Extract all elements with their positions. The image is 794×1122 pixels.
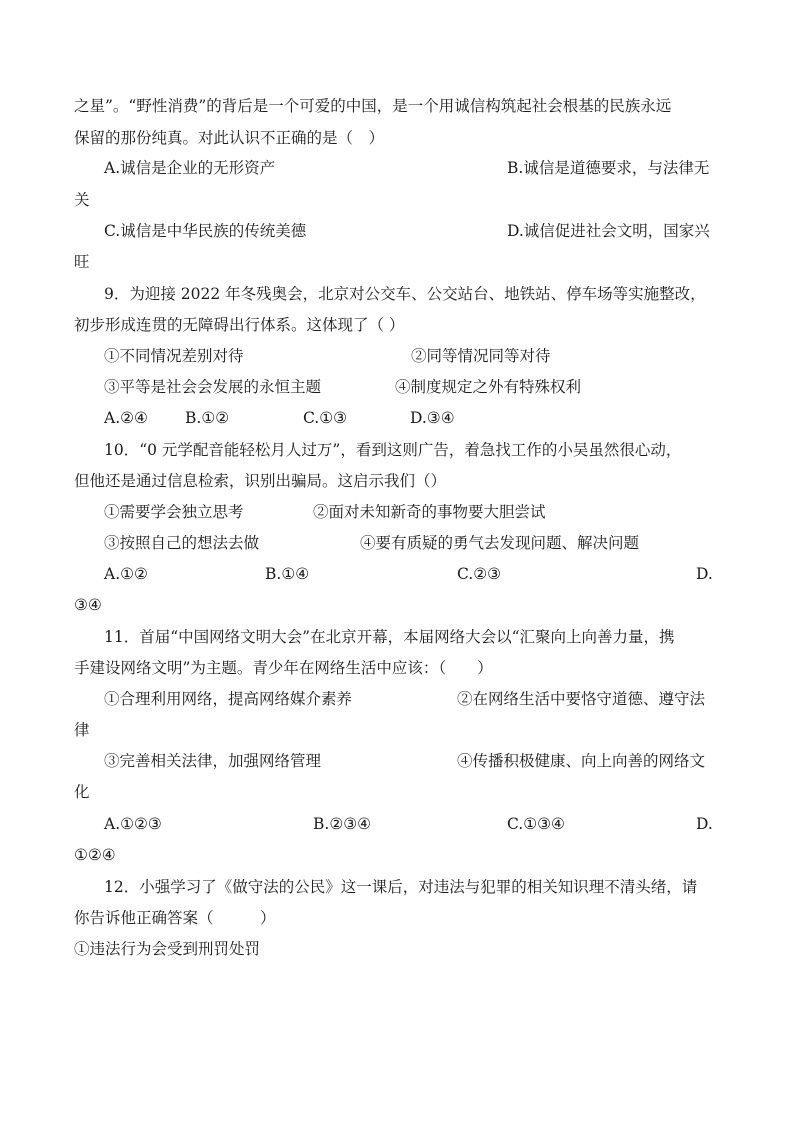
q9-item-2: ②同等情况同等对待 (411, 347, 551, 365)
q11-item-1: ①合理利用网络，提高网络媒介素养 (104, 690, 353, 708)
q11-item-2-wrap: 律 (74, 721, 90, 739)
q12-stem-line-2: 你告诉他正确答案（ ） (74, 909, 276, 927)
q10-item-1: ①需要学会独立思考 (104, 503, 244, 521)
q10-option-d-wrap: ③④ (74, 596, 102, 614)
q11-option-d-wrap: ①②④ (74, 846, 116, 864)
q9-item-4: ④制度规定之外有特殊权利 (395, 378, 582, 396)
q10-stem-line-2: 但他还是通过信息检索，识别出骗局。这启示我们（） (74, 472, 447, 490)
q9-item-1: ①不同情况差别对待 (104, 347, 244, 365)
q11-option-d: D. (696, 815, 713, 833)
q11-option-b: B.②③④ (313, 815, 372, 833)
q12-stem-line-1: 12．小强学习了《做守法的公民》这一课后，对违法与犯罪的相关知识理不清头绪，请 (104, 878, 698, 896)
q9-option-b: B.①② (185, 409, 230, 427)
q11-option-a: A.①②③ (104, 815, 162, 833)
q10-option-b: B.①④ (265, 565, 310, 583)
q10-item-4: ④要有质疑的勇气去发现问题、解决问题 (360, 534, 640, 552)
q8-option-c: C.诚信是中华民族的传统美德 (104, 222, 307, 240)
q11-item-2: ②在网络生活中要恪守道德、遵守法 (457, 690, 706, 708)
q8-stem-line-2: 保留的那份纯真。对此认识不正确的是（ ） (74, 129, 385, 147)
q10-item-2: ②面对未知新奇的事物要大胆尝试 (313, 503, 546, 521)
q8-option-a: A.诚信是企业的无形资产 (104, 159, 276, 177)
q11-item-3: ③完善相关法律，加强网络管理 (104, 752, 322, 770)
q8-stem-line-1: 之星”。“野性消费”的背后是一个可爱的中国，是一个用诚信构筑起社会根基的民族永远 (74, 97, 672, 115)
q8-option-b: B.诚信是道德要求，与法律无 (507, 159, 710, 177)
q8-option-d-wrap: 旺 (74, 253, 90, 271)
q9-option-d: D.③④ (410, 409, 455, 427)
q9-option-c: C.①③ (303, 409, 348, 427)
q9-option-a: A.②④ (104, 409, 148, 427)
q9-stem-line-1: 9．为迎接 2022 年冬残奥会，北京对公交车、公交站台、地铁站、停车场等实施整改， (104, 285, 706, 303)
q10-stem-line-1: 10．“0 元学配音能轻松月人过万”，看到这则广告，着急找工作的小吴虽然很心动， (104, 441, 682, 459)
q10-option-a: A.①② (104, 565, 148, 583)
q10-item-3: ③按照自己的想法去做 (104, 534, 260, 552)
q11-stem-line-2: 手建设网络文明”为主题。青少年在网络生活中应该：（ ） (74, 659, 493, 677)
q11-item-4: ④传播积极健康、向上向善的网络文 (457, 752, 706, 770)
q8-option-d: D.诚信促进社会文明，国家兴 (507, 222, 710, 240)
q11-item-4-wrap: 化 (74, 783, 90, 801)
q11-option-c: C.①③④ (507, 815, 565, 833)
q11-stem-line-1: 11．首届“中国网络文明大会”在北京开幕，本届网络大会以“汇聚向上向善力量，携 (104, 628, 675, 646)
q9-item-3: ③平等是社会会发展的永恒主题 (104, 378, 322, 396)
q8-option-b-wrap: 关 (74, 191, 90, 209)
q10-option-c: C.②③ (457, 565, 502, 583)
q10-option-d: D. (696, 565, 713, 583)
q9-stem-line-2: 初步形成连贯的无障碍出行体系。这体现了（ ） (74, 316, 405, 334)
q12-item-1: ①违法行为会受到刑罚处罚 (74, 940, 261, 958)
